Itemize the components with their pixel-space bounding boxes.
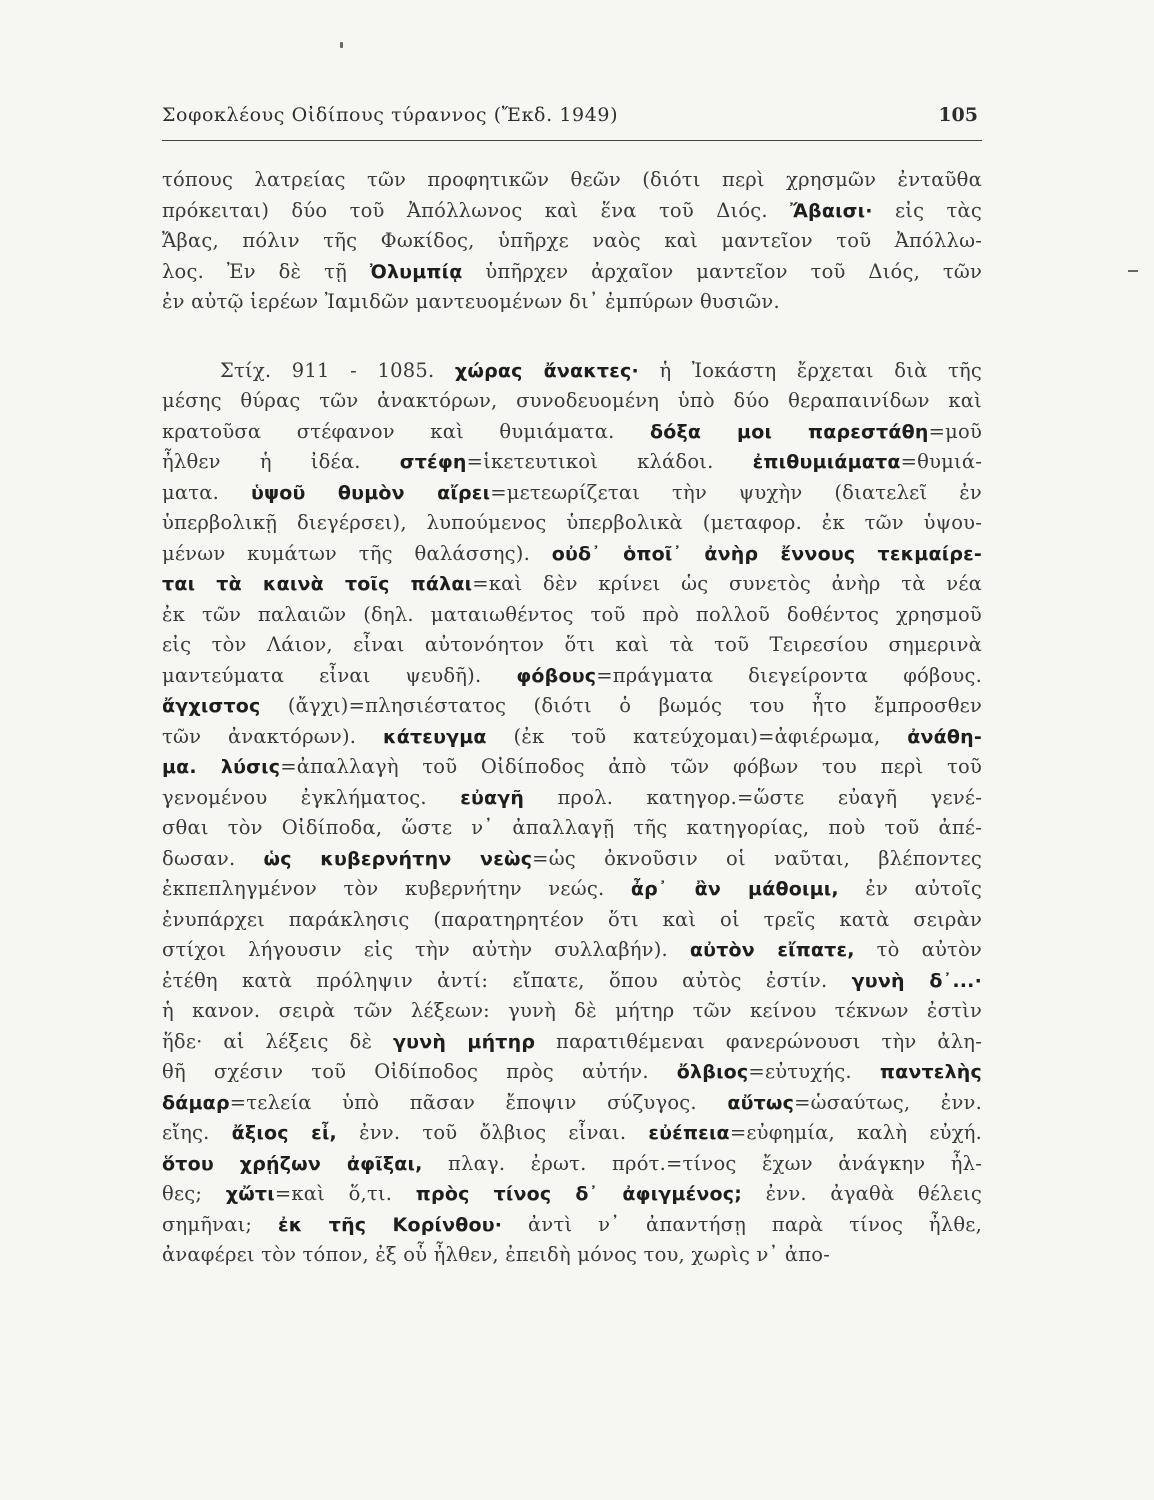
text-run: μαντεύματα εἶναι ψευδῆ).	[162, 663, 517, 687]
lemma-term: εὐέπεια	[648, 1122, 730, 1144]
text-line	[162, 844, 982, 875]
text-run: ἐνν. τοῦ ὄλβιος εἶναι.	[336, 1121, 649, 1144]
text-run: εἴης.	[162, 1121, 232, 1144]
text-line	[162, 1057, 982, 1088]
text-line	[162, 752, 982, 783]
lemma-term: χὤτι	[225, 1183, 275, 1205]
text-line	[162, 722, 982, 753]
text-run: ὑπῆρχεν ἀρχαῖον μαντεῖον τοῦ Διός, τῶν	[462, 259, 982, 283]
lemma-term: ἐκ τῆς Κορίνθου·	[278, 1213, 503, 1236]
text-line	[162, 508, 982, 539]
text-run: παρατιθέμεναι φανερώνουσι τὴν ἀλη-	[535, 1029, 982, 1053]
text-run: γενομένου ἐγκλήματος.	[162, 785, 461, 809]
text-line	[162, 386, 982, 417]
text-run: =ὡς ὀκνοῦσιν οἱ ναῦται, βλέποντες	[532, 846, 982, 870]
text-run: =πράγματα διεγείροντα φόβους.	[596, 663, 982, 687]
text-line	[162, 661, 982, 692]
paragraph-2	[162, 356, 982, 1271]
text-run: τὸ αὐτὸν	[854, 938, 982, 961]
lemma-term: ἄγχιστος	[162, 695, 261, 717]
lemma-term: ὡς κυβερνήτην νεὼς	[263, 847, 533, 870]
lemma-term: γυνὴ δ᾽...·	[851, 969, 982, 992]
text-run: τόπους λατρείας τῶν προφητικῶν θεῶν (διότι περὶ χρησμῶν ἐνταῦθα	[162, 168, 982, 191]
lemma-term: ὑψοῦ θυμὸν αἴρει	[250, 481, 491, 504]
text-run: δωσαν.	[162, 846, 264, 870]
text-run: =εὐτυχής.	[748, 1060, 880, 1083]
text-line	[162, 1210, 982, 1241]
lemma-term: αὔτως	[727, 1091, 795, 1114]
lemma-term: οὐδ᾽ ὁποῖ᾽ ἀνὴρ ἔννους τεκμαίρε-	[551, 542, 982, 565]
page-header	[162, 104, 982, 141]
text-run: =μοῦ	[928, 419, 982, 443]
text-run: ἦλθεν ἡ ἰδέα.	[162, 450, 400, 473]
margin-mark	[1128, 270, 1138, 272]
text-run: ἐκ τῶν παλαιῶν (δηλ. ματαιωθέντος τοῦ πρὸ πολλοῦ δοθέντος χρησμοῦ	[162, 602, 982, 626]
text-line	[162, 165, 982, 196]
lemma-term: μα. λύσις	[162, 756, 281, 778]
lemma-term: παντελὴς	[879, 1061, 982, 1083]
text-run: σθαι τὸν Οἰδίποδα, ὥστε ν᾽ ἀπαλλαγῇ τῆς κατηγορίας, ποὺ τοῦ ἀπέ-	[162, 816, 982, 839]
text-run: ἐνν. ἀγαθὰ θέλεις	[742, 1182, 982, 1205]
text-line	[162, 905, 982, 936]
lemma-term: Ὀλυμπίᾳ	[369, 260, 463, 283]
lemma-term: γυνὴ μήτηρ	[393, 1030, 536, 1053]
text-run: ματα.	[162, 480, 251, 504]
text-run: στίχοι λήγουσιν εἰς τὴν αὐτὴν συλλαβήν).	[162, 938, 690, 961]
text-line	[162, 417, 982, 448]
lemma-term: ται τὰ καινὰ τοῖς πάλαι	[162, 573, 473, 595]
text-run: ἐν αὐτοῖς	[838, 877, 983, 900]
lemma-term: στέφη	[399, 451, 467, 473]
text-run: =ἀπαλλαγὴ τοῦ Οἰδίποδος ἀπὸ τῶν φόβων του περὶ τοῦ	[280, 755, 982, 778]
text-run: λος. Ἐν δὲ τῇ	[162, 259, 370, 283]
lemma-term: ὄλβιος	[676, 1061, 749, 1083]
text-line	[162, 226, 982, 257]
text-line	[162, 196, 982, 227]
text-run: Στίχ. 911 - 1085.	[220, 358, 455, 382]
text-run: ἡ Ἰοκάστη ἔρχεται διὰ τῆς	[638, 358, 983, 382]
paragraph-gap	[162, 318, 982, 356]
text-run: (ἄγχι)=πλησιέστατος (διότι ὁ βωμός του ἦτο ἔμπροσθεν	[260, 694, 982, 717]
text-run: ἐνυπάρχει παράκλησις (παρατηρητέον ὅτι καὶ οἱ τρεῖς κατὰ σειρὰν	[162, 907, 982, 931]
lemma-term: ὅτου χρῄζων ἀφῖξαι,	[162, 1152, 423, 1175]
text-run: ἡ κανον. σειρὰ τῶν λέξεων: γυνὴ δὲ μήτηρ τῶν κείνου τέκνων ἐστὶν	[162, 999, 982, 1022]
paragraph-1	[162, 165, 982, 318]
text-run: =ἱκετευτικοὶ κλάδοι.	[466, 450, 753, 473]
text-run: μέσης θύρας τῶν ἀνακτόρων, συνοδευομένη ὑπὸ δύο θεραπαινίδων καὶ	[162, 389, 982, 412]
text-line	[162, 935, 982, 966]
text-run: =τελεία ὑπὸ πᾶσαν ἔποψιν σύζυγος.	[229, 1090, 728, 1114]
text-run: πρόκειται) δύο τοῦ Ἀπόλλωνος καὶ ἕνα τοῦ Διός.	[162, 198, 791, 222]
text-run: ἐκπεπληγμένον τὸν κυβερνήτην νεώς.	[162, 877, 631, 900]
lemma-term: φόβους	[516, 664, 597, 687]
text-run: πλαγ. ἐρωτ. πρότ.=τίνος ἔχων ἀνάγκην ἦλ-	[422, 1151, 982, 1175]
text-run: προλ. κατηγορ.=ὥστε εὐαγῆ γενέ-	[524, 785, 982, 809]
text-run: =ὡσαύτως, ἐνν.	[794, 1090, 982, 1114]
lemma-term: εὐαγῆ	[460, 786, 525, 809]
text-run: =μετεωρίζεται τὴν ψυχὴν (διατελεῖ ἐν	[490, 480, 982, 504]
text-run: κρατοῦσα στέφανον καὶ θυμιάματα.	[162, 419, 650, 443]
text-line	[162, 996, 982, 1027]
lemma-term: ἄξιος εἶ,	[231, 1122, 337, 1144]
text-line	[162, 600, 982, 631]
text-line	[162, 1240, 982, 1271]
text-line	[162, 478, 982, 509]
text-run: ἥδε· αἱ λέξεις δὲ	[162, 1029, 394, 1053]
text-run: ἐτέθη κατὰ πρόληψιν ἀντί: εἴπατε, ὅπου αὐτὸς ἐστίν.	[162, 968, 852, 992]
text-run: =θυμιά-	[900, 450, 983, 473]
lemma-term: ἐπιθυμιάματα	[752, 451, 901, 473]
text-line	[162, 287, 982, 318]
text-line	[162, 1088, 982, 1119]
text-run: ὑπερβολικῇ διεγέρσει), λυπούμενος ὑπερβολικὰ (μεταφορ. ἐκ τῶν ὑψου-	[162, 511, 982, 534]
text-run: μένων κυμάτων τῆς θαλάσσης).	[162, 541, 552, 565]
text-line	[162, 257, 982, 288]
text-run: σημῆναι;	[162, 1212, 279, 1236]
text-line	[162, 630, 982, 661]
lemma-term: πρὸς τίνος δ᾽ ἀφιγμένος;	[415, 1183, 743, 1205]
lemma-term: χώρας ἄνακτες·	[454, 359, 639, 382]
text-line	[162, 966, 982, 997]
text-run: τῶν ἀνακτόρων).	[162, 724, 384, 748]
text-line	[162, 539, 982, 570]
running-title: Σοφοκλέους Οἰδίπους τύραννος (Ἔκδ. 1949)	[162, 104, 619, 126]
body-text	[162, 165, 982, 1271]
text-run: =εὐφημία, καλὴ εὐχή.	[729, 1121, 982, 1144]
lemma-term: δάμαρ	[162, 1091, 230, 1114]
text-line	[162, 1179, 982, 1210]
lemma-term: αὐτὸν εἴπατε,	[689, 939, 855, 961]
text-line	[162, 874, 982, 905]
text-run: =καὶ δὲν κρίνει ὡς συνετὸς ἀνὴρ τὰ νέα	[472, 572, 982, 595]
text-line	[162, 1149, 982, 1180]
text-run: ἀντὶ ν᾽ ἀπαντήσῃ παρὰ τίνος ἦλθε,	[502, 1212, 982, 1236]
text-line	[162, 783, 982, 814]
lemma-term: δόξα μοι παρεστάθη	[649, 420, 929, 443]
ink-speck	[340, 42, 343, 48]
lemma-term: Ἄβαισι·	[790, 199, 873, 222]
text-run: εἰς τὰς	[872, 198, 982, 222]
text-run: (ἐκ τοῦ κατεύχομαι)=ἀφιέρωμα,	[486, 724, 908, 748]
text-line	[162, 1027, 982, 1058]
text-line	[162, 356, 982, 387]
text-line	[162, 691, 982, 722]
text-run: θες;	[162, 1182, 226, 1205]
lemma-term: κάτευγμα	[383, 725, 487, 748]
text-line	[162, 447, 982, 478]
text-run: =καὶ ὅ,τι.	[274, 1182, 416, 1205]
text-run: ἀναφέρει τὸν τόπον, ἐξ οὗ ἦλθεν, ἐπειδὴ μόνος του, χωρὶς ν᾽ ἀπο-	[162, 1243, 831, 1266]
lemma-term: ἀνάθη-	[907, 725, 982, 748]
text-line	[162, 813, 982, 844]
text-line	[162, 569, 982, 600]
text-line	[162, 1118, 982, 1149]
text-run: ἐν αὐτῷ ἱερέων Ἰαμιδῶν μαντευομένων δι᾽ ἐμπύρων θυσιῶν.	[162, 290, 780, 313]
text-run: Ἄβας, πόλιν τῆς Φωκίδος, ὑπῆρχε ναὸς καὶ μαντεῖον τοῦ Ἀπόλλω-	[162, 229, 982, 252]
page-number: 105	[938, 104, 978, 126]
text-run: θῆ σχέσιν τοῦ Οἰδίποδος πρὸς αὐτήν.	[162, 1060, 677, 1083]
text-run: εἰς τὸν Λάιον, εἶναι αὐτονόητον ὅτι καὶ τὰ τοῦ Τειρεσίου σημερινὰ	[162, 633, 982, 656]
lemma-term: ἆρ᾽ ἂν μάθοιμι,	[630, 878, 839, 900]
